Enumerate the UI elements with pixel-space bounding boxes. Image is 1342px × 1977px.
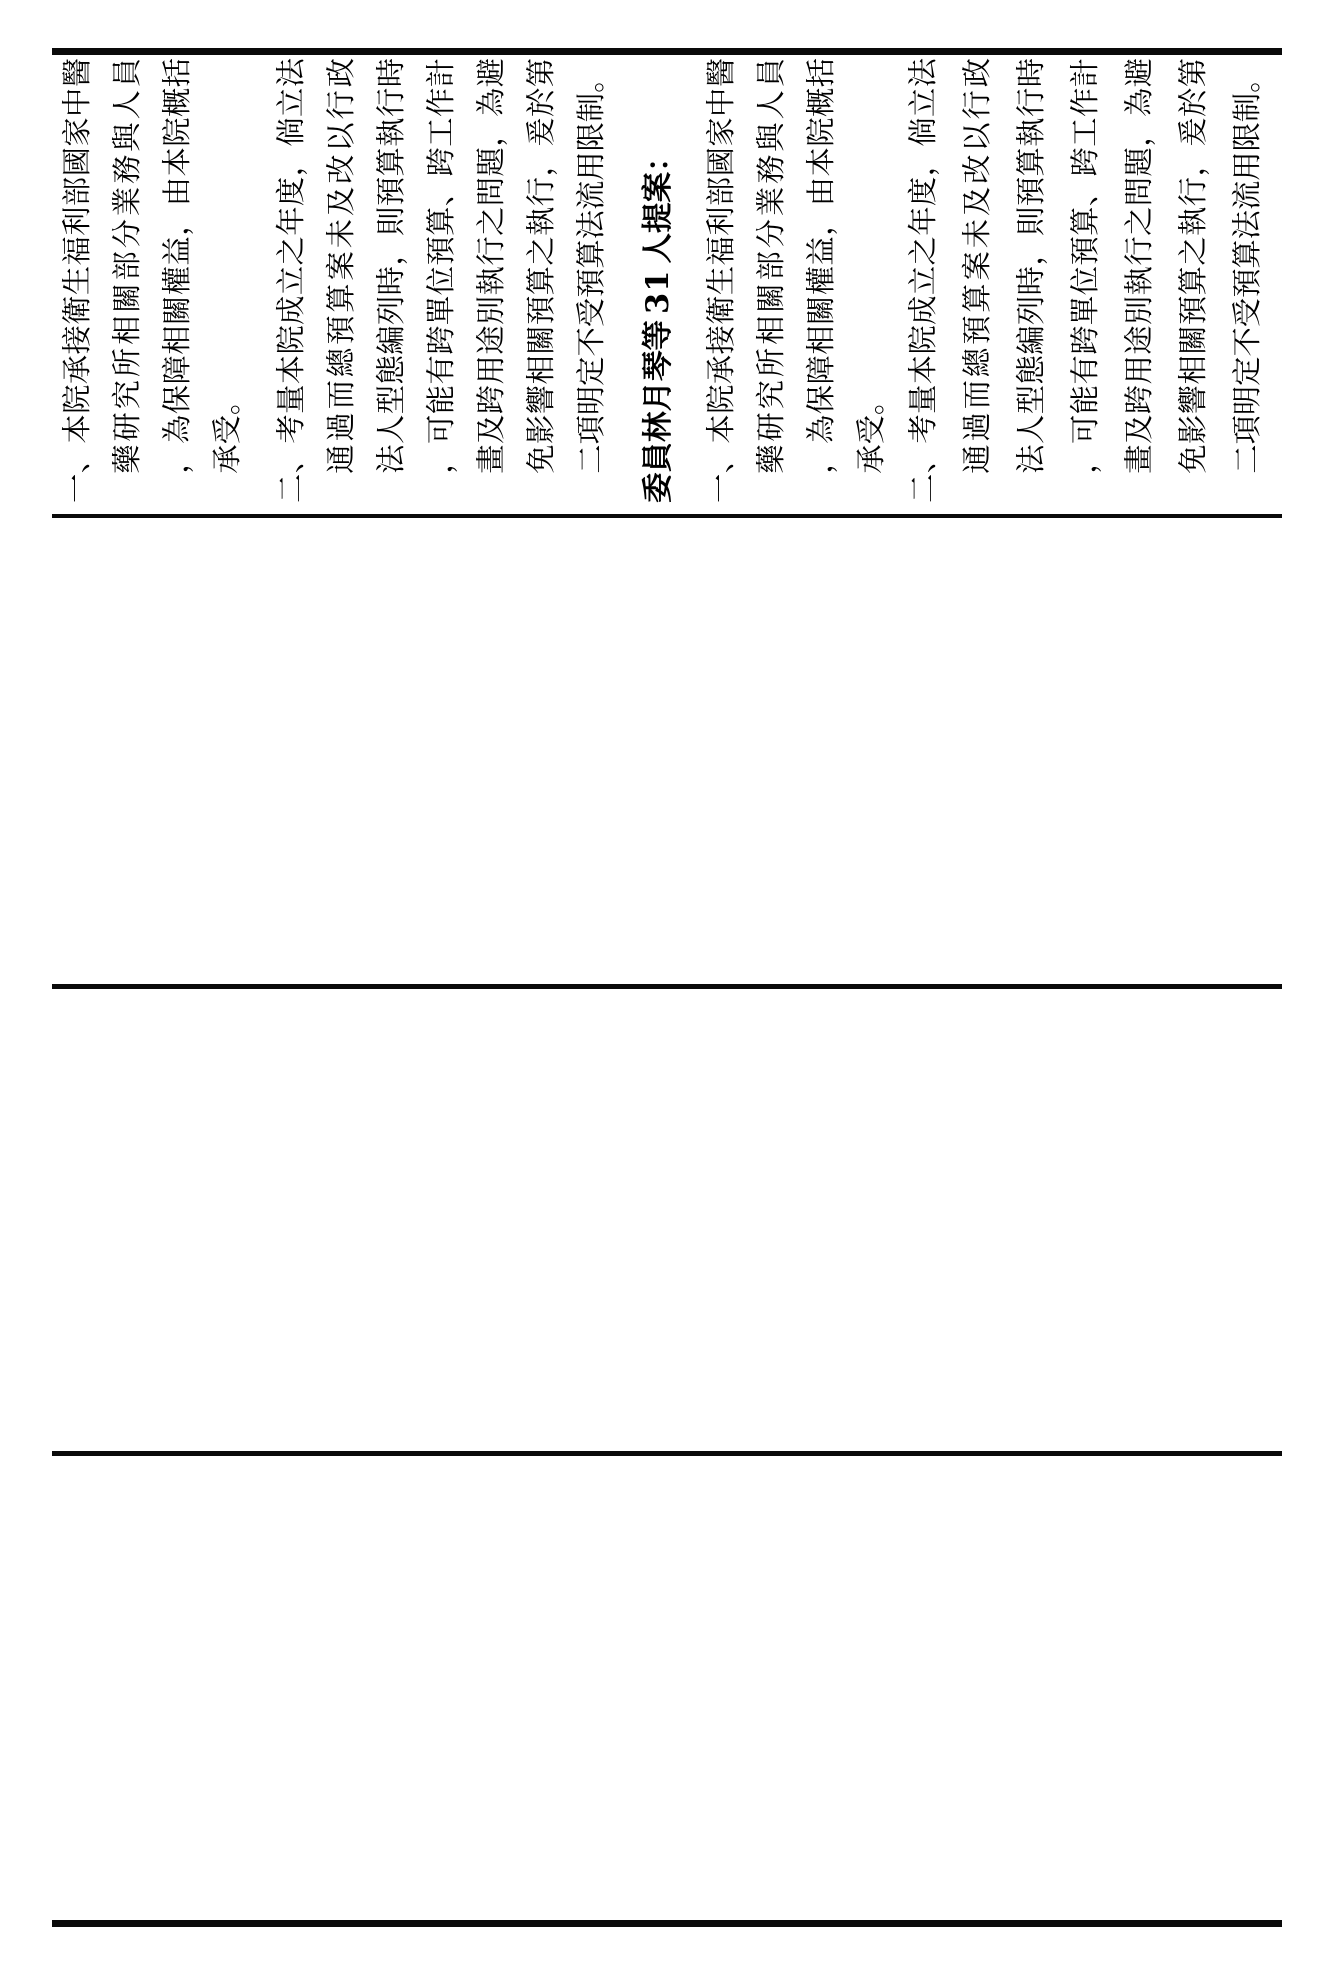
text-line: 一、本院承接衛生福利部國家中醫 <box>60 58 94 503</box>
text-line: 藥研究所相關部分業務與人員 <box>754 58 788 474</box>
table-rule-separator-1 <box>52 514 1282 518</box>
text-line: 法人型態編列時，則預算執行時 <box>1014 58 1048 474</box>
text-line: 承受。 <box>854 385 888 474</box>
proposer-suffix: 人提案： <box>640 141 676 264</box>
table-rule-bottom-thick <box>52 1920 1282 1927</box>
table-rule-top-thick <box>52 48 1282 55</box>
text-line: 二項明定不受預算法流用限制。 <box>574 63 608 474</box>
proposer-header <box>642 58 692 503</box>
explanation-paragraph <box>62 58 262 503</box>
table-rule-separator-3 <box>52 1451 1282 1456</box>
text-line: 畫及跨用途別執行之問題，為避 <box>1122 58 1156 474</box>
text-line: ，可能有跨單位預算、跨工作計 <box>1068 58 1102 474</box>
explanation-paragraph <box>908 58 1286 503</box>
text-line: ，為保障相關權益，由本院概括 <box>160 58 194 474</box>
text-line: 二、考量本院成立之年度，倘立法 <box>274 58 308 503</box>
proposer-count: 31 <box>640 269 676 314</box>
text-line: 通過而總預算案未及改以行政 <box>324 58 358 474</box>
text-line: 一、本院承接衛生福利部國家中醫 <box>704 58 738 503</box>
text-line: 免影響相關預算之執行，爰於第 <box>1176 58 1210 474</box>
text-line: ，可能有跨單位預算、跨工作計 <box>424 58 458 474</box>
text-line: 二、考量本院成立之年度，倘立法 <box>906 58 940 503</box>
explanation-paragraph <box>706 58 906 503</box>
proposer-prefix: 委員林月琴等 <box>640 320 676 503</box>
text-line: ，為保障相關權益，由本院概括 <box>804 58 838 474</box>
explanation-text-column <box>62 58 1286 503</box>
explanation-paragraph <box>276 58 626 503</box>
text-line: 法人型態編列時，則預算執行時 <box>374 58 408 474</box>
text-line: 二項明定不受預算法流用限制。 <box>1230 63 1264 474</box>
text-line: 免影響相關預算之執行，爰於第 <box>524 58 558 474</box>
text-line: 藥研究所相關部分業務與人員 <box>110 58 144 474</box>
table-rule-separator-2 <box>52 984 1282 989</box>
text-line: 畫及跨用途別執行之問題，為避 <box>474 58 508 474</box>
text-line: 通過而總預算案未及改以行政 <box>960 58 994 474</box>
text-line: 承受。 <box>210 385 244 474</box>
